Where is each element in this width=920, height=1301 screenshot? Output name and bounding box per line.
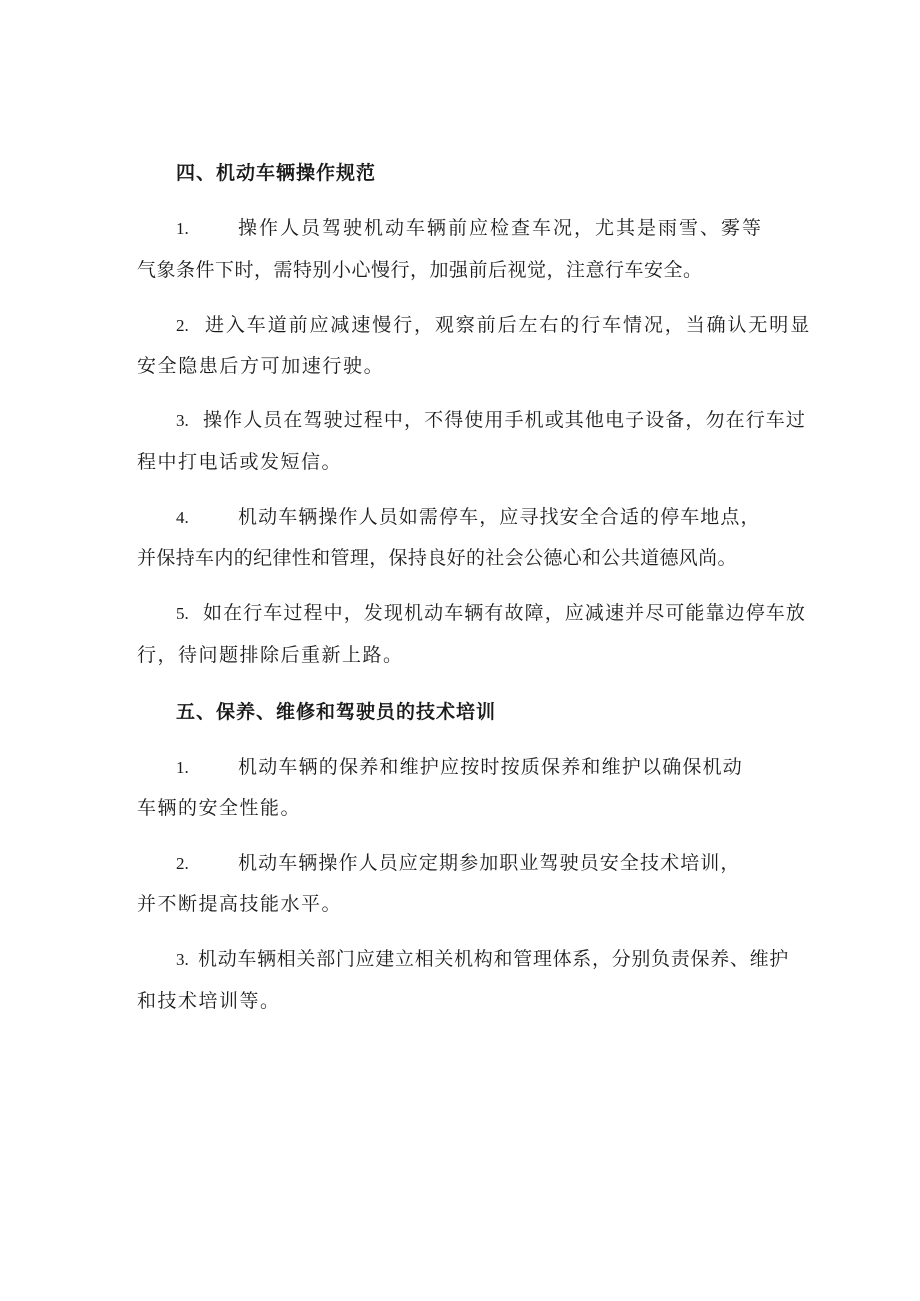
- section-4-heading: 四、机动车辆操作规范: [176, 162, 377, 184]
- item-line-1: 操作人员在驾驶过程中，不得使用手机或其他电子设备，勿在行车过: [203, 409, 807, 431]
- item-line-2: 气象条件下时，需特别小心慢行，加强前后视觉，注意行车安全。: [137, 259, 703, 281]
- item-line-2: 程中打电话或发短信。: [137, 451, 343, 473]
- item-number: 1.: [176, 219, 189, 238]
- item-number: 2.: [176, 854, 189, 873]
- item-number: 3.: [176, 411, 189, 430]
- item-number: 1.: [176, 758, 189, 777]
- item-line-1: 机动车辆的保养和维护应按时按质保养和维护以确保机动: [238, 756, 744, 778]
- item-line-1: 机动车辆操作人员应定期参加职业驾驶员安全技术培训，: [238, 852, 741, 874]
- item-line-2: 并保持车内的纪律性和管理，保持良好的社会公德心和公共道德风尚。: [137, 547, 737, 569]
- item-line-1: 机动车辆操作人员如需停车，应寻找安全合适的停车地点，: [238, 506, 761, 528]
- item-line-2: 并不断提高技能水平。: [137, 893, 343, 915]
- item-number: 3.: [176, 950, 189, 969]
- item-line-2: 行，待问题排除后重新上路。: [137, 644, 404, 666]
- item-line-1: 机动车辆相关部门应建立相关机构和管理体系，分别负责保养、维护: [198, 948, 790, 970]
- section-5-heading: 五、保养、维修和驾驶员的技术培训: [176, 701, 497, 723]
- item-line-2: 车辆的安全性能。: [137, 797, 302, 819]
- item-number: 5.: [176, 604, 189, 623]
- item-line-2: 和技术培训等。: [137, 990, 281, 1012]
- item-line-1: 如在行车过程中，发现机动车辆有故障，应减速并尽可能靠边停车放: [203, 602, 807, 624]
- item-line-1: 操作人员驾驶机动车辆前应检查车况，尤其是雨雪、雾等: [238, 217, 764, 239]
- item-number: 2.: [176, 316, 189, 335]
- item-line-2: 安全隐患后方可加速行驶。: [137, 355, 385, 377]
- item-line-1: 进入车道前应减速慢行，观察前后左右的行车情况，当确认无明显: [205, 314, 812, 336]
- item-number: 4.: [176, 508, 189, 527]
